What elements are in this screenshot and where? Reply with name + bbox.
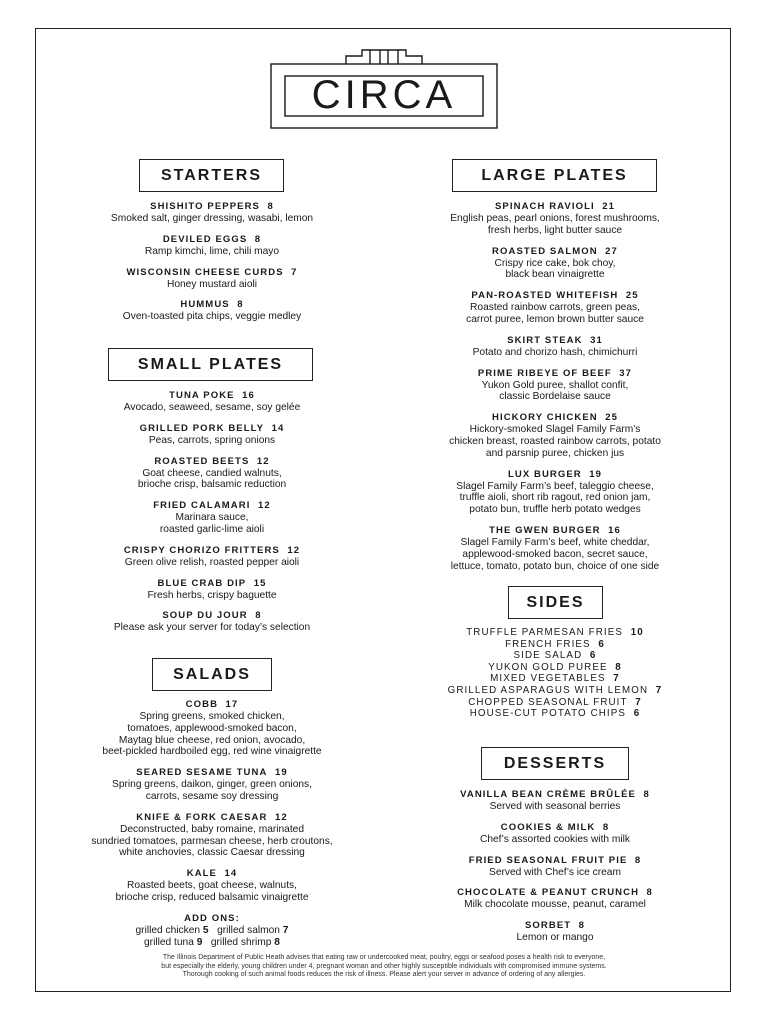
menu-item xyxy=(405,822,705,846)
salads-list xyxy=(52,699,372,957)
menu-item xyxy=(405,789,705,813)
add-ons-line xyxy=(52,925,372,937)
item-description: Chef’s assorted cookies with milk xyxy=(479,833,631,845)
menu-item xyxy=(52,812,372,859)
health-disclaimer xyxy=(70,954,698,980)
item-description-line: black bean vinaigrette xyxy=(505,269,605,281)
item-description-line: Maytag blue cheese, red onion, avocado, xyxy=(118,734,306,746)
menu-item xyxy=(405,412,705,459)
disclaimer-line: but especially the elderly, young children under 4, pregnant woman and other highly susceptible individuals with compromised immune systems. xyxy=(161,962,607,970)
menu-item xyxy=(405,469,705,516)
desserts-header: DESSERTS xyxy=(481,747,629,780)
item-name: PAN-ROASTED WHITEFISH xyxy=(471,290,619,302)
addon-name: grilled chicken xyxy=(135,924,201,936)
menu-item xyxy=(405,855,705,879)
item-description-line: sundried tomatoes, parmesan cheese, herb croutons, xyxy=(91,835,333,847)
item-description-line: brioche crisp, reduced balsamic vinaigrette xyxy=(115,891,309,903)
item-price: 14 xyxy=(271,422,285,434)
item-description: Served with seasonal berries xyxy=(489,801,621,812)
item-description-line: Slagel Family Farm’s beef, taleggio cheese, xyxy=(456,480,654,492)
item-name: BLUE CRAB DIP xyxy=(157,577,247,589)
side-item: YUKON GOLD PUREE 8 xyxy=(488,661,622,673)
menu-item xyxy=(62,545,362,569)
add-ons xyxy=(52,913,372,949)
item-description-line: Spring greens, smoked chicken, xyxy=(139,711,285,722)
item-price: 8 xyxy=(267,201,274,212)
menu-item xyxy=(62,390,362,414)
menu-item xyxy=(405,525,705,572)
item-name: VANILLA BEAN CRÈME BRÛLÉE xyxy=(460,789,636,800)
menu-item xyxy=(52,868,372,904)
item-price: 8 xyxy=(646,887,653,899)
item-description: Lemon or mango xyxy=(516,932,594,944)
item-price: 12 xyxy=(257,500,271,512)
item-price: 8 xyxy=(643,789,650,800)
side-item: GRILLED ASPARAGUS WITH LEMON 7 xyxy=(447,684,663,696)
item-description-line: fresh herbs, light butter sauce xyxy=(487,224,623,236)
item-price: 27 xyxy=(605,245,618,257)
item-description: Green olive relish, roasted pepper aioli xyxy=(124,556,300,568)
brand-name: CIRCA xyxy=(311,73,457,117)
item-description: Fresh herbs, crispy baguette xyxy=(147,589,277,601)
item-price: 14 xyxy=(224,868,238,880)
menu-item xyxy=(62,267,362,291)
item-name: SEARED SESAME TUNA xyxy=(136,767,268,779)
item-description-line: Roasted beets, goat cheese, walnuts, xyxy=(127,880,297,892)
item-description-line: carrot puree, lemon brown butter sauce xyxy=(466,313,644,325)
item-description-line: roasted garlic-lime aioli xyxy=(159,523,265,535)
item-price: 17 xyxy=(225,699,239,710)
item-description-line: English peas, pearl onions, forest mushrooms, xyxy=(450,213,660,224)
menu-item xyxy=(62,500,362,536)
item-name: PRIME RIBEYE OF BEEF xyxy=(477,367,612,379)
item-description-line: Deconstructed, baby romaine, marinated xyxy=(119,823,305,835)
desserts-list xyxy=(405,789,705,953)
item-description-line: carrots, sesame soy dressing xyxy=(145,790,279,802)
item-price: 15 xyxy=(253,577,267,589)
item-description: Avocado, seaweed, sesame, soy gelée xyxy=(123,402,301,413)
item-price: 21 xyxy=(602,201,615,212)
item-price: 8 xyxy=(602,821,610,833)
item-description: Served with Chef’s ice cream xyxy=(489,866,621,878)
item-description: Please ask your server for today’s selection xyxy=(113,622,311,634)
item-price: 7 xyxy=(291,266,298,278)
add-ons-title: ADD ONS: xyxy=(184,912,240,924)
item-price: 12 xyxy=(274,811,288,823)
menu-item xyxy=(405,920,705,944)
item-price: 8 xyxy=(254,233,262,245)
item-price: 16 xyxy=(608,524,621,536)
side-item: MIXED VEGETABLES 7 xyxy=(490,673,620,685)
item-description-line: lettuce, tomato, potato bun, choice of one side xyxy=(450,560,660,572)
item-price: 12 xyxy=(287,544,301,556)
item-name: LUX BURGER xyxy=(507,468,582,480)
addon-name: grilled shrimp xyxy=(210,936,272,948)
menu-item xyxy=(62,610,362,634)
addon-price: 9 xyxy=(196,936,203,948)
sides-header: SIDES xyxy=(508,586,603,619)
menu-item xyxy=(62,456,362,492)
side-item: SIDE SALAD 6 xyxy=(513,650,597,662)
item-name: TUNA POKE xyxy=(169,390,235,401)
item-description: Honey mustard aioli xyxy=(166,278,258,290)
menu-item xyxy=(52,699,372,758)
item-description-line: potato bun, truffle herb potato wedges xyxy=(469,504,641,516)
item-price: 31 xyxy=(590,334,603,346)
menu-item xyxy=(62,234,362,258)
side-item: HOUSE-CUT POTATO CHIPS 6 xyxy=(469,708,641,720)
item-description-line: Yukon Gold puree, shallot confit, xyxy=(481,379,629,391)
addon-price: 7 xyxy=(282,924,289,936)
item-name: SKIRT STEAK xyxy=(507,334,583,346)
menu-item xyxy=(405,290,705,326)
item-description-line: brioche crisp, balsamic reduction xyxy=(137,479,287,491)
small-plates-header: SMALL PLATES xyxy=(108,348,313,381)
item-description: Potato and chorizo hash, chimichurri xyxy=(472,346,638,358)
addon-price: 8 xyxy=(274,936,280,948)
item-price: 19 xyxy=(274,767,288,779)
sides-list xyxy=(405,627,705,720)
item-name: WISCONSIN CHEESE CURDS xyxy=(126,266,284,278)
side-item: FRENCH FRIES 6 xyxy=(505,638,605,650)
starters-header: STARTERS xyxy=(139,159,284,192)
side-item: TRUFFLE PARMESAN FRIES 10 xyxy=(466,627,644,638)
item-name: KALE xyxy=(186,868,217,880)
item-description-line: truffle aioli, short rib ragout, red onion jam, xyxy=(459,492,651,504)
item-name: FRIED SEASONAL FRUIT PIE xyxy=(468,854,628,866)
menu-item xyxy=(62,299,362,323)
disclaimer-line: The Illinois Department of Public Heath advises that eating raw or undercooked meat, poultry, eggs or seafood poses a health risk to everyone, xyxy=(162,954,606,961)
salads-header: SALADS xyxy=(152,658,272,691)
addon-price: 5 xyxy=(202,924,209,936)
item-name: ROASTED BEETS xyxy=(154,455,250,467)
item-name: ROASTED SALMON xyxy=(492,245,598,257)
item-name: GRILLED PORK BELLY xyxy=(139,422,265,434)
item-name: COBB xyxy=(185,699,219,710)
item-description-line: Roasted rainbow carrots, green peas, xyxy=(470,302,640,314)
menu-item xyxy=(62,423,362,447)
item-price: 37 xyxy=(619,367,633,379)
menu-item xyxy=(405,201,705,237)
large-plates-header: LARGE PLATES xyxy=(452,159,657,192)
item-description-line: classic Bordelaise sauce xyxy=(499,391,611,403)
item-name: SPINACH RAVIOLI xyxy=(495,201,595,212)
item-name: SORBET xyxy=(524,920,572,932)
item-price: 8 xyxy=(237,299,244,311)
menu-item xyxy=(52,767,372,803)
item-price: 16 xyxy=(242,390,255,401)
item-price: 19 xyxy=(589,468,603,480)
item-price: 8 xyxy=(634,854,642,866)
item-name: SOUP DU JOUR xyxy=(162,610,248,622)
item-description-line: chicken breast, roasted rainbow carrots, potato xyxy=(449,435,661,447)
large-plates-list xyxy=(405,201,705,581)
item-description-line: beet-pickled hardboiled egg, red wine vinaigrette xyxy=(102,746,322,758)
item-price: 25 xyxy=(605,412,618,424)
item-name: HICKORY CHICKEN xyxy=(492,412,598,424)
item-description-line: applewood-smoked bacon, secret sauce, xyxy=(462,548,648,560)
item-name: CHOCOLATE & PEANUT CRUNCH xyxy=(457,887,640,899)
item-description: Milk chocolate mousse, peanut, caramel xyxy=(464,899,646,911)
item-name: DEVILED EGGS xyxy=(162,233,248,245)
addon-name: grilled tuna xyxy=(144,936,194,948)
menu-item xyxy=(405,335,705,359)
side-item: CHOPPED SEASONAL FRUIT 7 xyxy=(468,696,642,708)
menu-item xyxy=(405,887,705,911)
item-description-line: Hickory-smoked Slagel Family Farm’s xyxy=(469,424,641,436)
add-ons-line xyxy=(52,937,372,949)
item-description-line: Crispy rice cake, bok choy, xyxy=(494,257,616,269)
item-name: CRISPY CHORIZO FRITTERS xyxy=(123,544,280,556)
menu-item xyxy=(62,578,362,602)
item-description: Smoked salt, ginger dressing, wasabi, lemon xyxy=(110,213,314,224)
item-description-line: Goat cheese, candied walnuts, xyxy=(142,467,282,479)
item-name: COOKIES & MILK xyxy=(500,821,596,833)
item-description-line: Marinara sauce, xyxy=(175,512,249,524)
item-description-line: Spring greens, daikon, ginger, green onions, xyxy=(112,779,312,791)
item-description: Ramp kimchi, lime, chili mayo xyxy=(144,245,280,257)
item-price: 8 xyxy=(578,920,586,932)
item-name: KNIFE & FORK CAESAR xyxy=(136,811,268,823)
item-description-line: and parsnip puree, chicken jus xyxy=(485,447,625,459)
item-description-line: tomatoes, applewood-smoked bacon, xyxy=(127,722,297,734)
item-description-line: Slagel Family Farm’s beef, white cheddar, xyxy=(460,536,650,548)
item-name: HUMMUS xyxy=(180,299,230,311)
item-description: Oven-toasted pita chips, veggie medley xyxy=(122,311,302,323)
menu-item xyxy=(405,246,705,282)
circa-logo xyxy=(270,46,498,130)
item-name: THE GWEN BURGER xyxy=(489,524,601,536)
disclaimer-line: Thorough cooking of such animal foods reduces the risk of illness. Please alert your server in advance of ordering of any allergies. xyxy=(182,971,586,979)
item-price: 12 xyxy=(256,455,270,467)
starters-list xyxy=(62,201,362,332)
item-price: 8 xyxy=(255,610,262,622)
item-name: FRIED CALAMARI xyxy=(153,500,251,512)
item-price: 25 xyxy=(625,290,639,302)
item-name: SHISHITO PEPPERS xyxy=(150,201,260,212)
item-description-line: white anchovies, classic Caesar dressing xyxy=(119,847,305,859)
item-description: Peas, carrots, spring onions xyxy=(148,434,276,446)
addon-name: grilled salmon xyxy=(217,924,280,936)
small-plates-list xyxy=(62,390,362,643)
menu-item xyxy=(62,201,362,225)
menu-item xyxy=(405,368,705,404)
